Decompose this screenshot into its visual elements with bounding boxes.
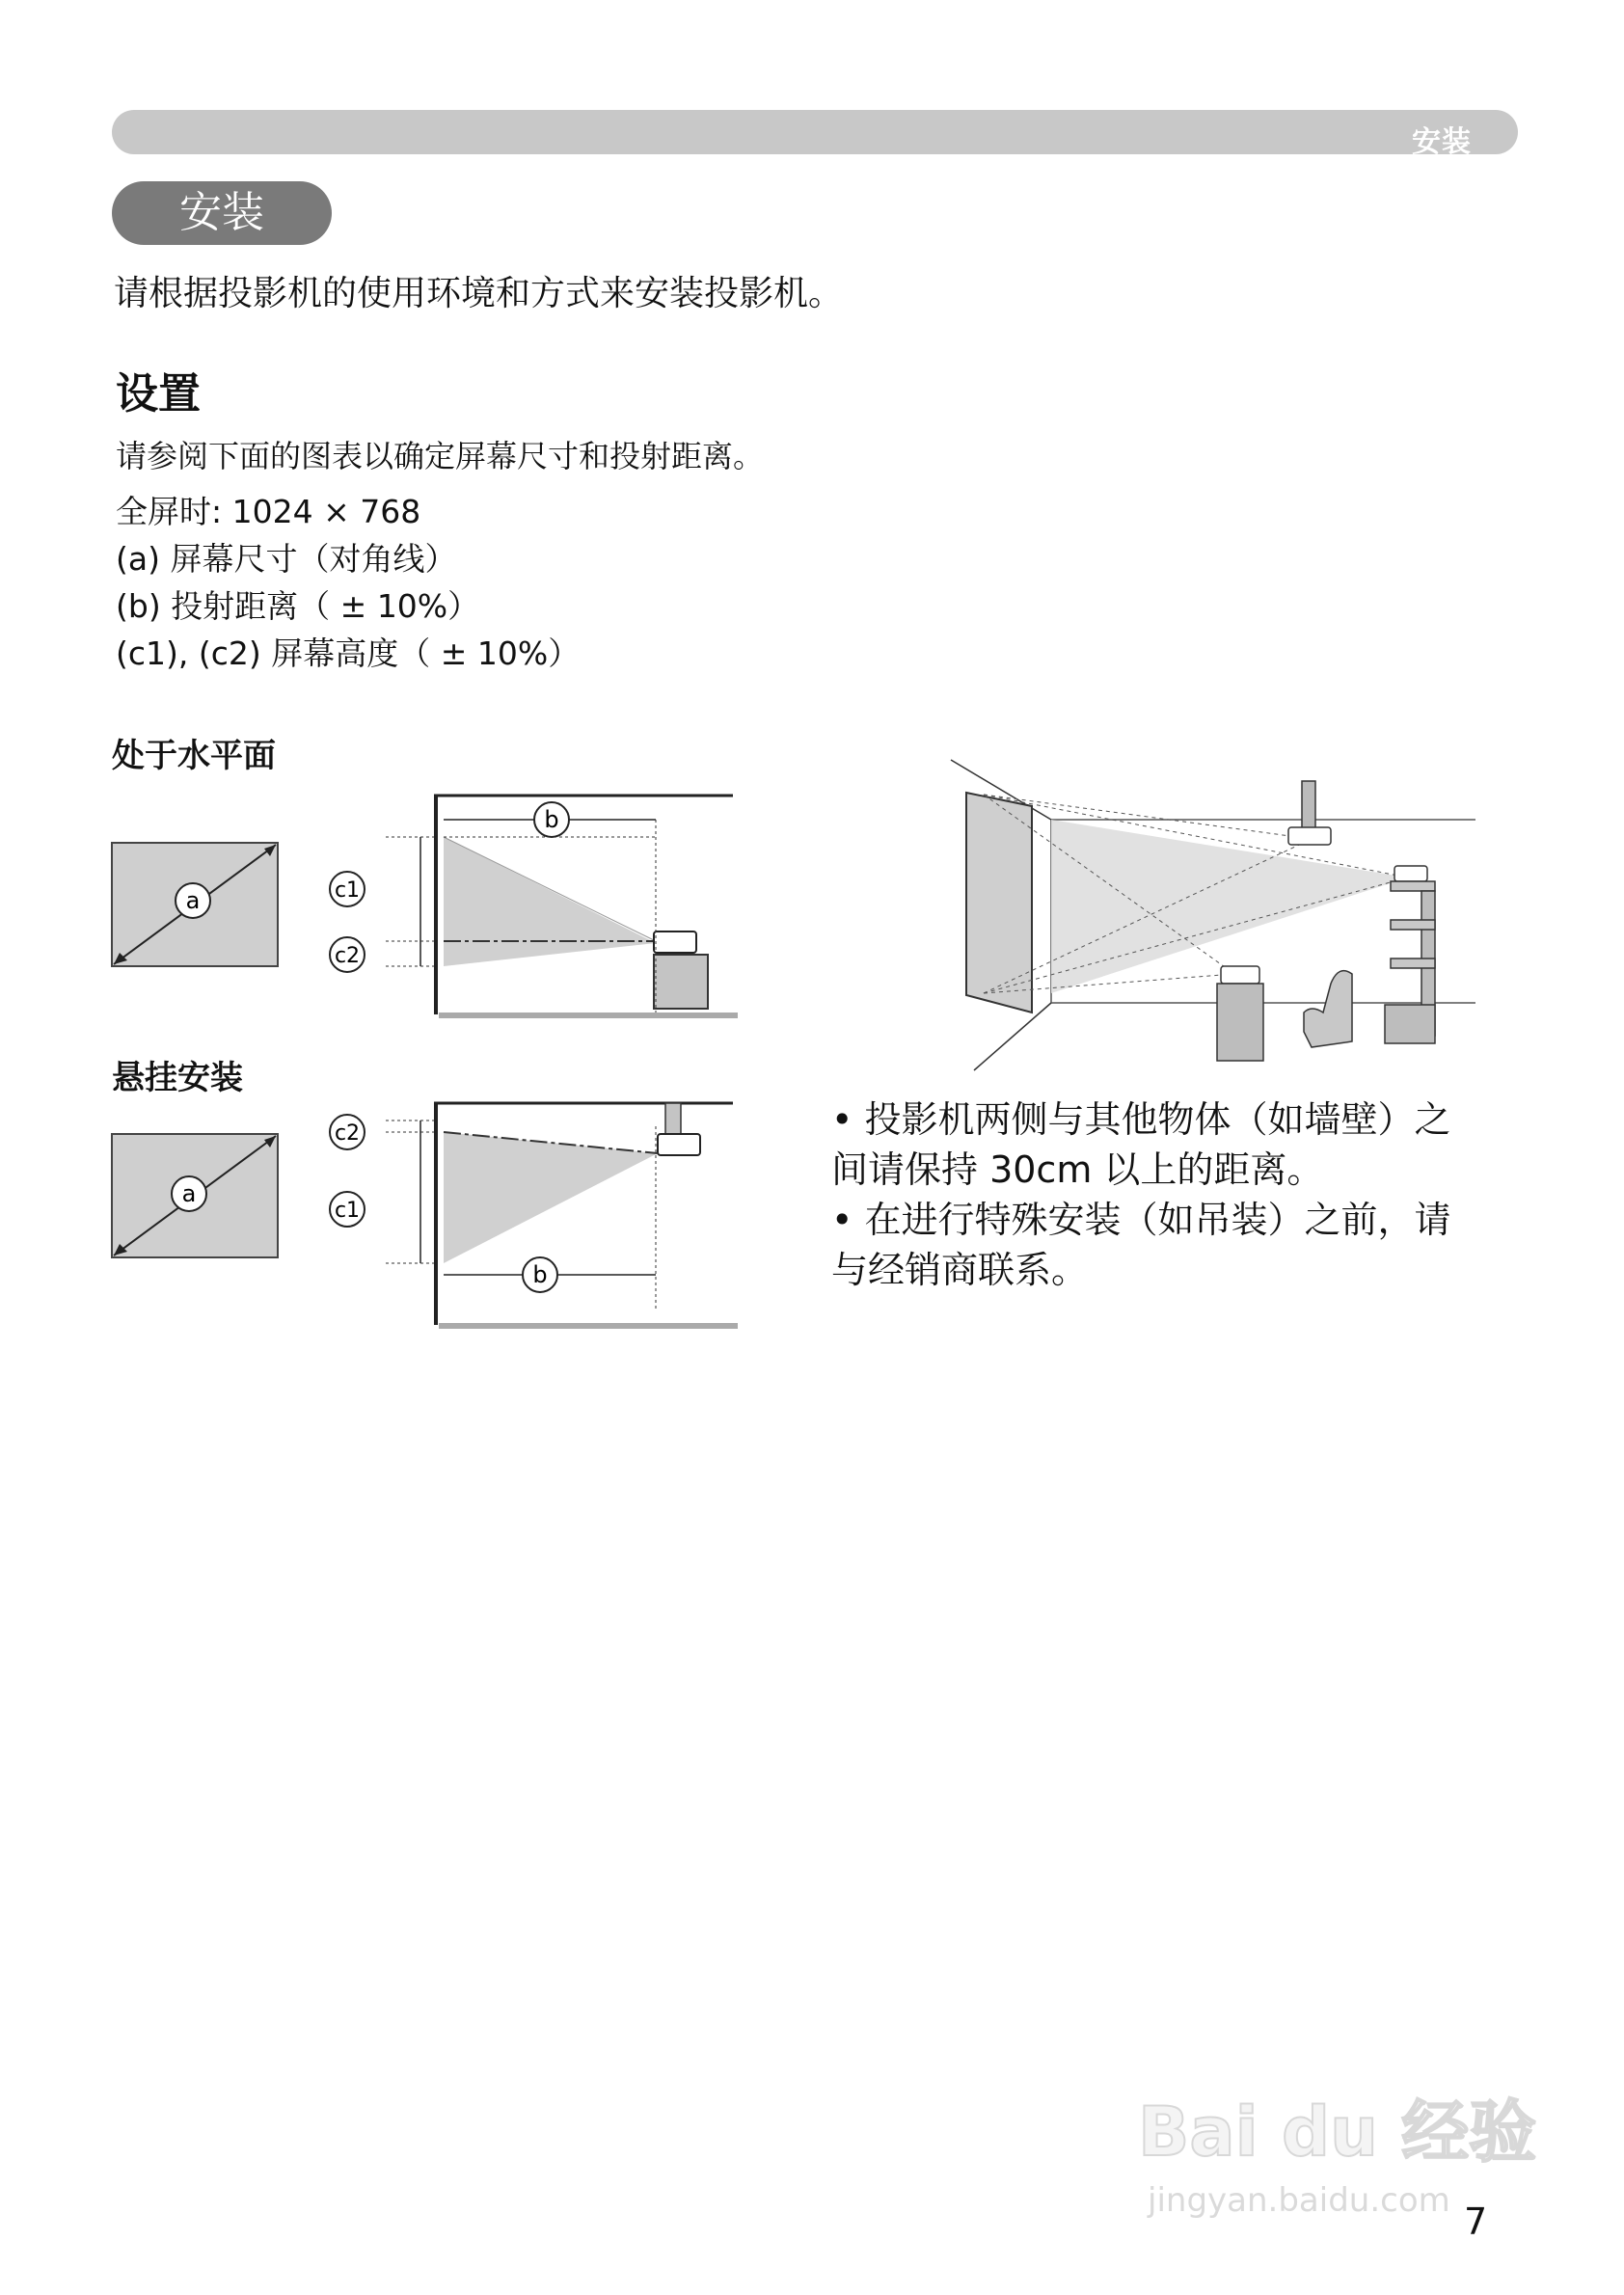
note-item: • 投影机两侧与其他物体（如墙壁）之间请保持 30cm 以上的距离。 [831, 1098, 1451, 1191]
screen-a-diagram [112, 1134, 278, 1257]
room-illustration [945, 752, 1485, 1080]
setup-heading: 设置 [116, 369, 201, 418]
screen-a-diagram [112, 843, 278, 966]
label-c2: c2 [334, 944, 361, 968]
label-c2: c2 [334, 1121, 361, 1146]
header-label: 安装 [1412, 125, 1472, 159]
label-a: a [181, 1180, 197, 1207]
watermark [1138, 2078, 1536, 2220]
note-item: • 在进行特殊安装（如吊装）之前，请与经销商联系。 [831, 1199, 1451, 1291]
list-item: (a) 屏幕尺寸（对角线） [116, 540, 457, 578]
setup-description: 请参阅下面的图表以确定屏幕尺寸和投射距离。 [116, 438, 765, 474]
page-number: 7 [1464, 2200, 1488, 2243]
watermark-url: jingyan.baidu.com [1148, 2181, 1450, 2220]
header-bar [112, 110, 1518, 159]
list-item: (b) 投射距离（ ± 10%） [116, 587, 480, 625]
label-a: a [185, 887, 201, 914]
label-b: b [532, 1261, 548, 1288]
installation-notes [831, 1094, 1487, 1295]
ceiling-heading: 悬挂安装 [112, 1059, 243, 1097]
setup-list [116, 488, 580, 677]
list-item: (c1), (c2) 屏幕高度（ ± 10%） [116, 634, 581, 672]
side-view [330, 796, 738, 1018]
watermark-logo: Bai du 经验 [1138, 2092, 1537, 2172]
label-c1: c1 [334, 1199, 361, 1223]
side-view [330, 1103, 738, 1329]
intro-text: 请根据投影机的使用环境和方式来安装投影机。 [114, 274, 844, 313]
horizontal-diagram [106, 781, 743, 1032]
label-b: b [544, 806, 559, 833]
horizontal-heading: 处于水平面 [112, 737, 276, 775]
ceiling-diagram [106, 1097, 743, 1338]
label-c1: c1 [334, 878, 361, 903]
resolution-line: 全屏时: 1024 × 768 [116, 493, 421, 530]
section-title: 安装 [112, 181, 332, 245]
